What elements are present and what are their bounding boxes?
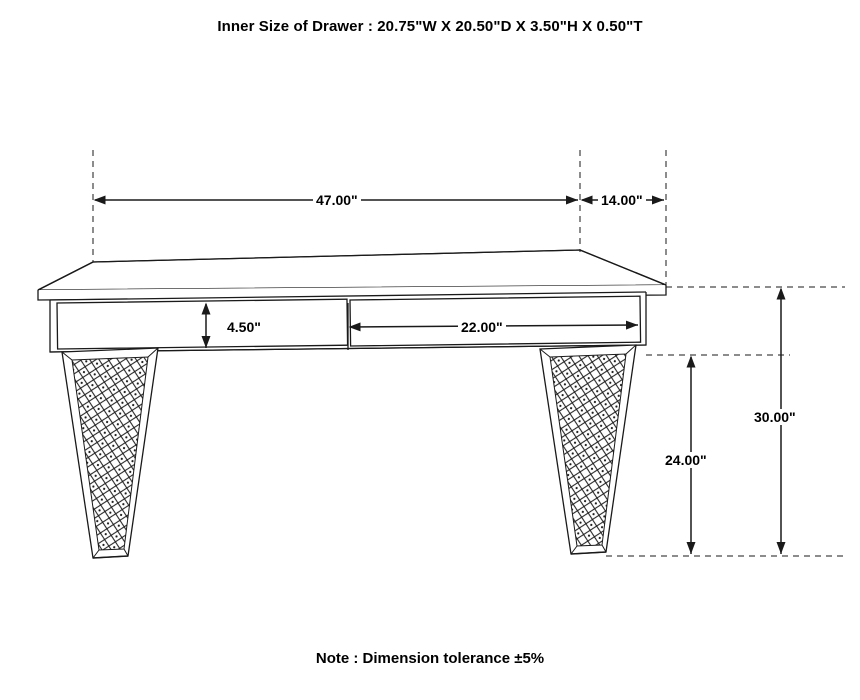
page-title: Inner Size of Drawer : 20.75"W X 20.50"D X 3.50"H X 0.50"T [217, 18, 643, 35]
dim-label-drawer-width: 22.00" [458, 319, 506, 335]
extension-lines [93, 150, 845, 556]
drawer-band [50, 292, 646, 352]
dim-label-width: 47.00" [313, 192, 361, 208]
table-illustration [38, 250, 666, 558]
dim-label-overall-height: 30.00" [751, 409, 799, 425]
right-leg [540, 345, 636, 554]
dim-label-leg-height: 24.00" [662, 452, 710, 468]
dim-label-drawer-height: 4.50" [224, 319, 264, 335]
tolerance-note: Note : Dimension tolerance ±5% [315, 650, 545, 667]
left-leg [62, 348, 158, 558]
dim-label-depth: 14.00" [598, 192, 646, 208]
